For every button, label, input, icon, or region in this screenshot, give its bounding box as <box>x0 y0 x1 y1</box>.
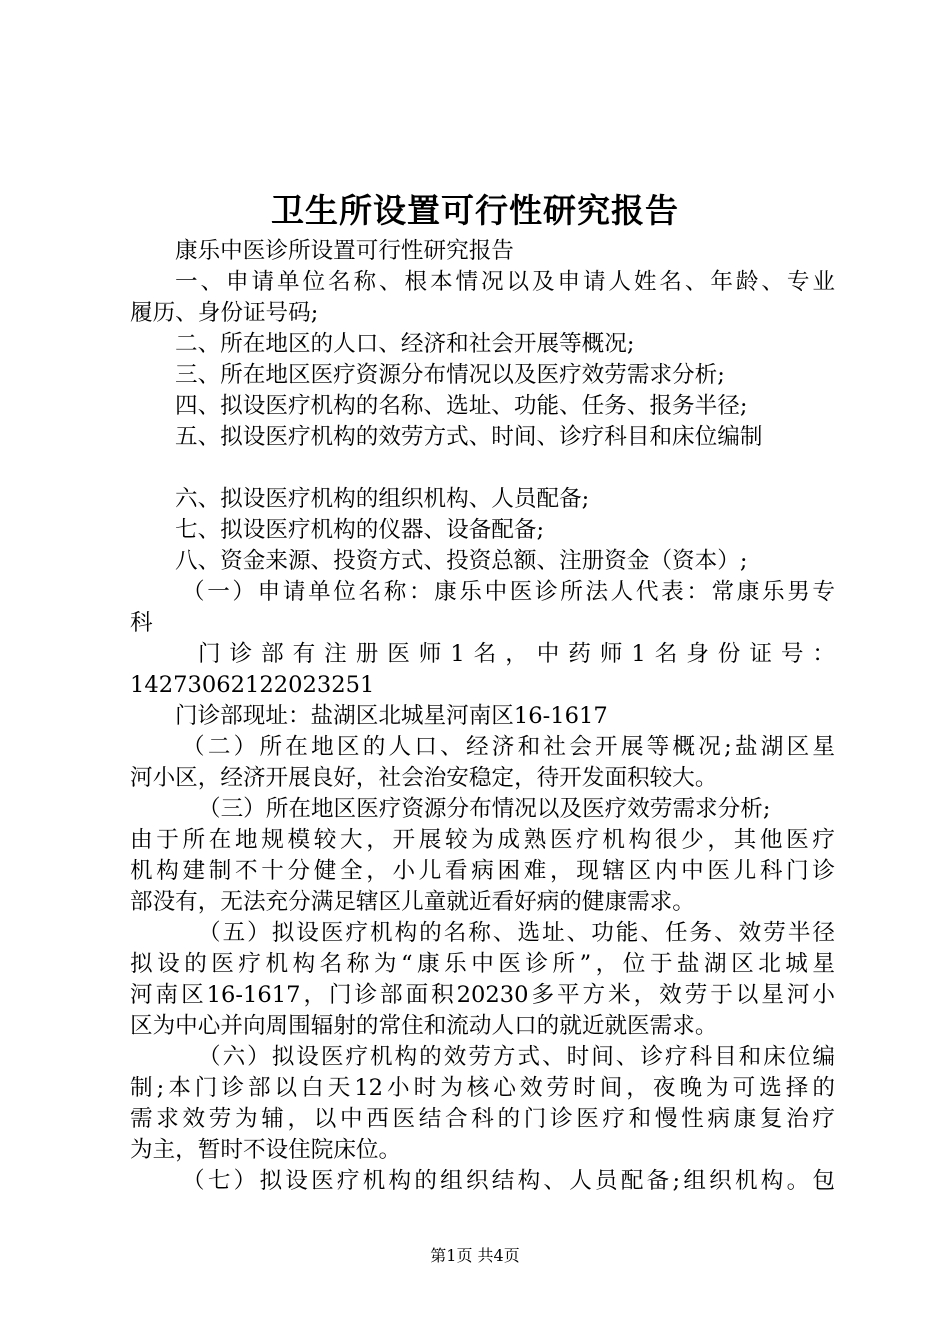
section-2-cont: 河小区，经济开展良好，社会治安稳定，待开发面积较大。 <box>130 765 718 791</box>
outline-item-1-cont: 履历、身份证号码; <box>130 300 319 326</box>
page-footer: 第1页 共4页 <box>430 1246 520 1265</box>
section-3-cont-1: 由于所在地规模较大，开展较为成熟医疗机构很少，其他医疗 <box>130 827 835 853</box>
outline-item-3: 三、所在地区医疗资源分布情况以及医疗效劳需求分析; <box>175 362 725 388</box>
outline-item-2: 二、所在地区的人口、经济和社会开展等概况; <box>175 331 635 357</box>
section-1-cont: 科 <box>130 610 153 636</box>
section-2-line: （二）所在地区的人口、经济和社会开展等概况;盐湖区星 <box>182 734 835 760</box>
outline-item-8: 八、资金来源、投资方式、投资总额、注册资金（资本）; <box>175 548 748 574</box>
section-5-cont-2: 河南区16-1617，门诊部面积20230多平方米，效劳于以星河小 <box>130 982 835 1008</box>
outline-item-5: 五、拟设医疗机构的效劳方式、时间、诊疗科目和床位编制 <box>175 424 763 450</box>
outline-item-7: 七、拟设医疗机构的仪器、设备配备; <box>175 517 545 543</box>
report-subtitle: 康乐中医诊所设置可行性研究报告 <box>175 238 514 264</box>
section-7-line: （七）拟设医疗机构的组织结构、人员配备;组织机构。包 <box>182 1168 835 1194</box>
section-3-line: （三）所在地区医疗资源分布情况以及医疗效劳需求分析; <box>198 796 771 822</box>
section-5-cont-1: 拟设的医疗机构名称为“康乐中医诊所”，位于盐湖区北城星 <box>130 951 835 977</box>
section-5-cont-3: 区为中心并向周围辐射的常住和流动人口的就近就医需求。 <box>130 1013 718 1039</box>
section-6-line: （六）拟设医疗机构的效劳方式、时间、诊疗科目和床位编 <box>198 1044 835 1070</box>
section-6-cont-1: 制;本门诊部以白天12小时为核心效劳时间，夜晚为可选择的 <box>130 1075 835 1101</box>
outline-item-1: 一、申请单位名称、根本情况以及申请人姓名、年龄、专业 <box>175 269 835 295</box>
outline-item-6: 六、拟设医疗机构的组织机构、人员配备; <box>175 486 590 512</box>
section-3-cont-2: 机构建制不十分健全，小儿看病困难，现辖区内中医儿科门诊 <box>130 858 835 884</box>
section-1-staff: 门诊部有注册医师1名，中药师1名身份证号： <box>198 641 835 667</box>
section-5-line: （五）拟设医疗机构的名称、选址、功能、任务、效劳半径 <box>198 920 835 946</box>
section-6-cont-2: 需求效劳为辅，以中西医结合科的门诊医疗和慢性病康复治疗 <box>130 1106 835 1132</box>
section-1-id-number: 14273062122023251 <box>130 672 375 698</box>
document-body <box>130 236 835 1197</box>
outline-item-4: 四、拟设医疗机构的名称、选址、功能、任务、报务半径; <box>175 393 748 419</box>
section-3-cont-3: 部没有，无法充分满足辖区儿童就近看好病的健康需求。 <box>130 889 695 915</box>
section-1-line: （一）申请单位名称：康乐中医诊所法人代表：常康乐男专 <box>182 579 835 605</box>
section-6-cont-3: 为主，暂时不设住院床位。 <box>130 1137 402 1163</box>
section-1-address: 门诊部现址：盐湖区北城星河南区16-1617 <box>175 703 608 729</box>
blank-line <box>130 453 835 484</box>
document-title: 卫生所设置可行性研究报告 <box>271 191 679 230</box>
